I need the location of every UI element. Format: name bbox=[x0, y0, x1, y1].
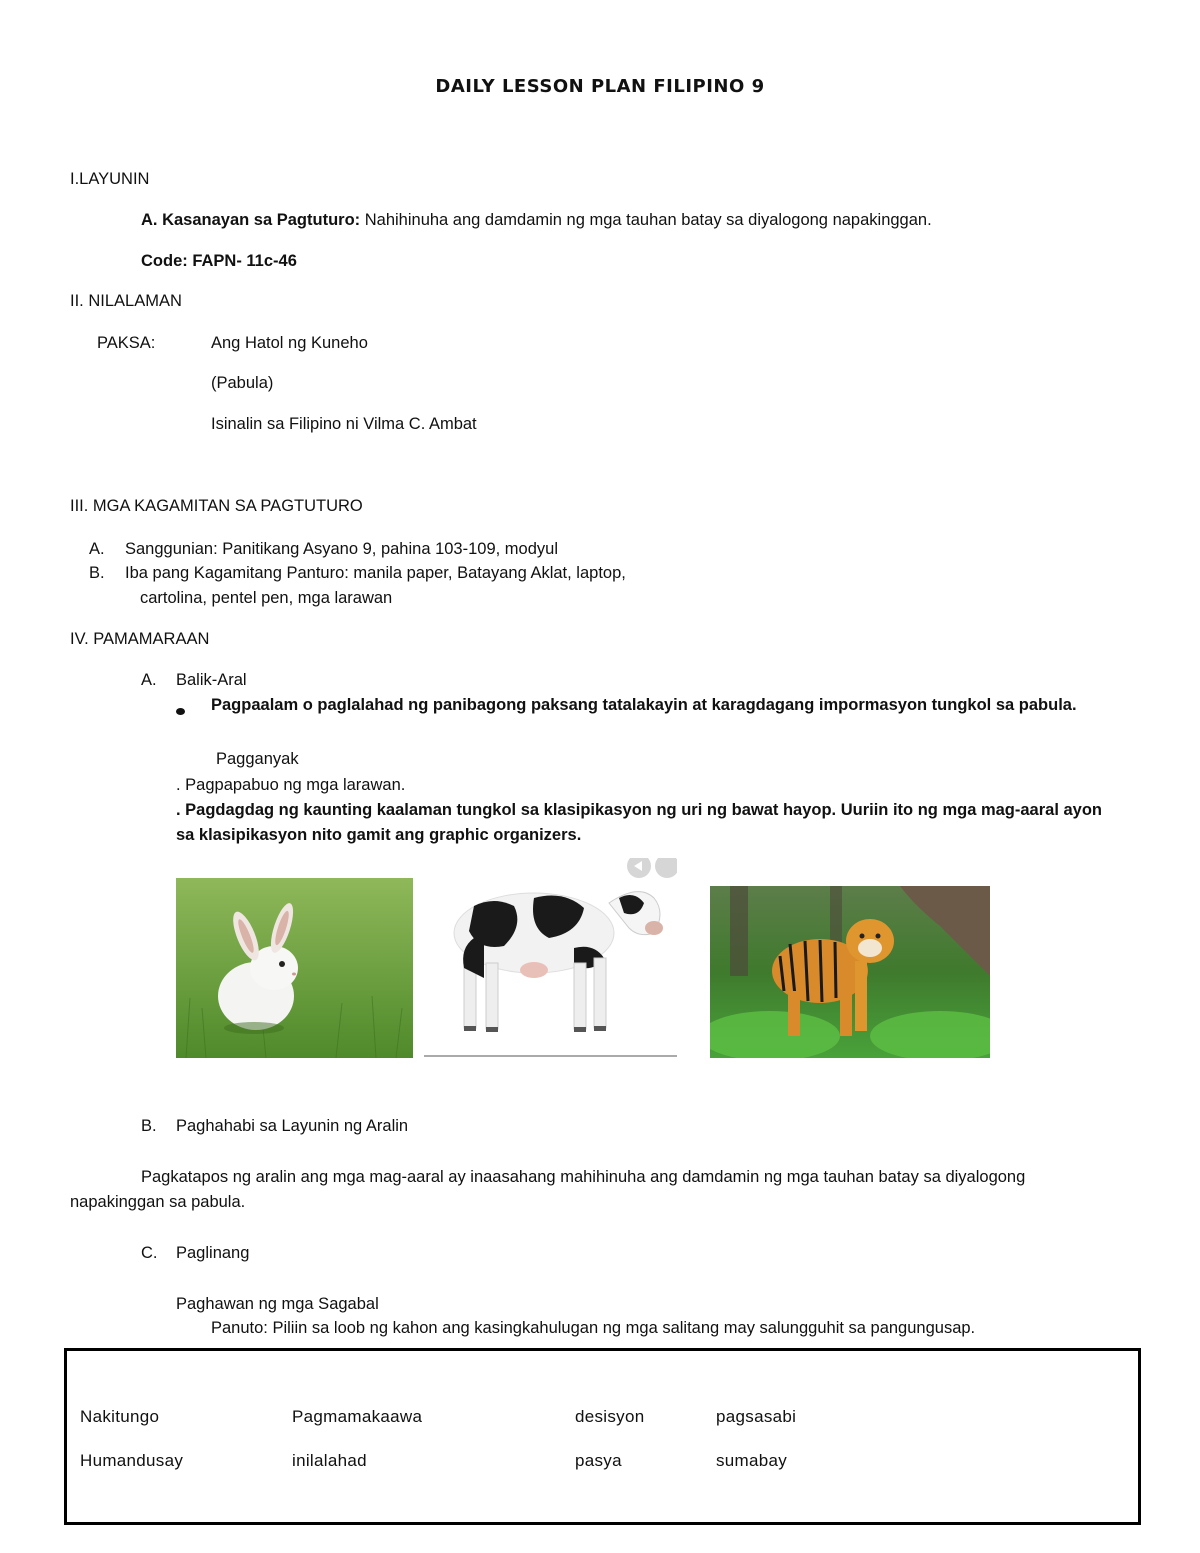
pagganyak-line: sa klasipikasyon nito gamit ang graphic organizers. bbox=[176, 826, 582, 844]
list-item-text: Iba pang Kagamitang Panturo: manila paper, Batayang Aklat, laptop, bbox=[125, 564, 626, 582]
tiger-image bbox=[710, 886, 990, 1058]
paksa-label: PAKSA: bbox=[97, 334, 156, 352]
section-heading-layunin: I.LAYUNIN bbox=[70, 170, 150, 188]
list-item-marker: B. bbox=[89, 564, 105, 582]
word-option: desisyon bbox=[575, 1407, 645, 1426]
pagganyak-line: . Pagdagdag ng kaunting kaalaman tungkol sa klasipikasyon ng uri ng bawat hayop. Uuriin ito ng mga mag-aaral ayon bbox=[176, 801, 1103, 819]
step-a-label: Balik-Aral bbox=[176, 671, 247, 689]
list-item-marker: A. bbox=[89, 540, 105, 558]
word-option: pagsasabi bbox=[716, 1407, 797, 1426]
step-c-subheading: Paghawan ng mga Sagabal bbox=[176, 1295, 379, 1313]
word-option: Nakitungo bbox=[80, 1407, 160, 1426]
bullet-icon bbox=[176, 701, 185, 720]
section-heading-kagamitan: III. MGA KAGAMITAN SA PAGTUTURO bbox=[70, 497, 363, 515]
list-item-continuation: cartolina, pentel pen, mga larawan bbox=[140, 589, 393, 607]
paksa-genre: (Pabula) bbox=[211, 374, 274, 392]
word-option: Pagmamakaawa bbox=[292, 1407, 423, 1426]
competency-code: Code: FAPN- 11c-46 bbox=[141, 252, 297, 270]
step-b-text: napakinggan sa pabula. bbox=[70, 1193, 246, 1211]
step-a-marker: A. bbox=[141, 671, 157, 689]
page-title: DAILY LESSON PLAN FILIPINO 9 bbox=[435, 76, 765, 97]
word-option: pasya bbox=[575, 1451, 622, 1470]
competency-text: Nahihinuha ang damdamin ng mga tauhan batay sa diyalogong napakinggan. bbox=[364, 211, 932, 229]
section-heading-pamamaraan: IV. PAMAMARAAN bbox=[70, 630, 210, 648]
step-c-marker: C. bbox=[141, 1244, 158, 1262]
step-a-bullet-text: Pagpaalam o paglalahad ng panibagong paksang tatalakayin at karagdagang impormasyon tungkol sa pabula. bbox=[211, 696, 1077, 714]
word-option: inilalahad bbox=[292, 1451, 367, 1470]
word-choice-box bbox=[64, 1348, 1141, 1525]
step-b-marker: B. bbox=[141, 1117, 157, 1135]
word-option: sumabay bbox=[716, 1451, 788, 1470]
step-c-instruction: Panuto: Piliin sa loob ng kahon ang kasingkahulugan ng mga salitang may salungguhit sa pangungusap. bbox=[211, 1319, 976, 1337]
pagganyak-label: Pagganyak bbox=[216, 750, 299, 768]
rabbit-image bbox=[176, 878, 413, 1058]
step-b-label: Paghahabi sa Layunin ng Aralin bbox=[176, 1117, 409, 1135]
word-option: Humandusay bbox=[80, 1451, 184, 1470]
cow-image bbox=[424, 858, 677, 1058]
section-heading-nilalaman: II. NILALAMAN bbox=[70, 292, 182, 310]
competency-line bbox=[141, 211, 932, 230]
paksa-title: Ang Hatol ng Kuneho bbox=[211, 334, 368, 352]
step-b-text: Pagkatapos ng aralin ang mga mag-aaral ay inaasahang mahihinuha ang damdamin ng mga tauhan batay sa diyalogong bbox=[141, 1168, 1026, 1186]
list-item-text: Sanggunian: Panitikang Asyano 9, pahina 103-109, modyul bbox=[125, 540, 558, 558]
step-c-label: Paglinang bbox=[176, 1244, 250, 1262]
competency-label: A. Kasanayan sa Pagtuturo: bbox=[141, 211, 361, 229]
paksa-translator: Isinalin sa Filipino ni Vilma C. Ambat bbox=[211, 415, 477, 433]
pagganyak-line: . Pagpapabuo ng mga larawan. bbox=[176, 776, 406, 794]
